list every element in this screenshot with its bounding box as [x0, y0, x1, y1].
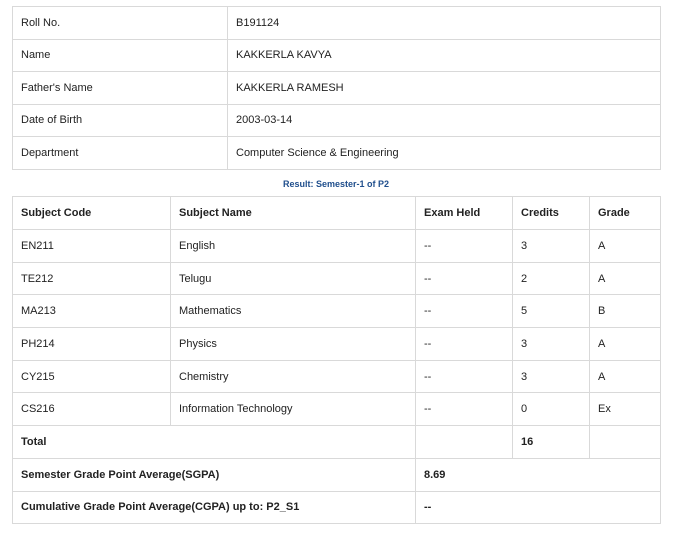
roll-no-label: Roll No. — [13, 7, 228, 40]
sgpa-row — [13, 458, 661, 491]
subject-name: English — [171, 230, 416, 263]
credits: 5 — [513, 295, 590, 328]
credits: 0 — [513, 393, 590, 426]
header-grade: Grade — [590, 197, 661, 230]
date-of-birth-label: Date of Birth — [13, 104, 228, 137]
table-row — [13, 295, 661, 328]
subject-code: PH214 — [13, 328, 171, 361]
grade: B — [590, 295, 661, 328]
date-of-birth-value: 2003-03-14 — [228, 104, 661, 137]
subject-name: Telugu — [171, 262, 416, 295]
department-row — [13, 137, 661, 170]
header-credits: Credits — [513, 197, 590, 230]
roll-no-row — [13, 7, 661, 40]
name-label: Name — [13, 39, 228, 72]
total-grade-empty — [590, 426, 661, 459]
exam-held: -- — [416, 295, 513, 328]
sgpa-label: Semester Grade Point Average(SGPA) — [13, 458, 416, 491]
subject-name: Chemistry — [171, 360, 416, 393]
roll-no-value: B191124 — [228, 7, 661, 40]
fathers-name-value: KAKKERLA RAMESH — [228, 72, 661, 105]
subject-code: MA213 — [13, 295, 171, 328]
subject-code: CS216 — [13, 393, 171, 426]
total-exam-held-empty — [416, 426, 513, 459]
cgpa-row — [13, 491, 661, 524]
grade: A — [590, 360, 661, 393]
subject-code: TE212 — [13, 262, 171, 295]
table-row — [13, 230, 661, 263]
exam-held: -- — [416, 230, 513, 263]
total-row — [13, 426, 661, 459]
grade: A — [590, 230, 661, 263]
credits: 2 — [513, 262, 590, 295]
credits: 3 — [513, 230, 590, 263]
student-details-table — [12, 6, 661, 170]
table-row — [13, 393, 661, 426]
total-label: Total — [13, 426, 416, 459]
exam-held: -- — [416, 360, 513, 393]
exam-held: -- — [416, 328, 513, 361]
cgpa-value: -- — [416, 491, 661, 524]
credits: 3 — [513, 328, 590, 361]
name-value: KAKKERLA KAVYA — [228, 39, 661, 72]
header-subject-name: Subject Name — [171, 197, 416, 230]
fathers-name-label: Father's Name — [13, 72, 228, 105]
department-value: Computer Science & Engineering — [228, 137, 661, 170]
cgpa-label: Cumulative Grade Point Average(CGPA) up to: P2_S1 — [13, 491, 416, 524]
subject-name: Information Technology — [171, 393, 416, 426]
exam-held: -- — [416, 262, 513, 295]
result-caption: Result: Semester-1 of P2 — [282, 179, 390, 189]
table-row — [13, 328, 661, 361]
department-label: Department — [13, 137, 228, 170]
table-row — [13, 360, 661, 393]
header-subject-code: Subject Code — [13, 197, 171, 230]
total-credits: 16 — [513, 426, 590, 459]
subject-code: EN211 — [13, 230, 171, 263]
sgpa-value: 8.69 — [416, 458, 661, 491]
subject-name: Mathematics — [171, 295, 416, 328]
subject-name: Physics — [171, 328, 416, 361]
subject-code: CY215 — [13, 360, 171, 393]
marks-table — [12, 196, 661, 524]
grade: A — [590, 328, 661, 361]
name-row — [13, 39, 661, 72]
exam-held: -- — [416, 393, 513, 426]
grade: A — [590, 262, 661, 295]
header-exam-held: Exam Held — [416, 197, 513, 230]
marks-header-row — [13, 197, 661, 230]
fathers-name-row — [13, 72, 661, 105]
credits: 3 — [513, 360, 590, 393]
grade: Ex — [590, 393, 661, 426]
table-row — [13, 262, 661, 295]
date-of-birth-row — [13, 104, 661, 137]
